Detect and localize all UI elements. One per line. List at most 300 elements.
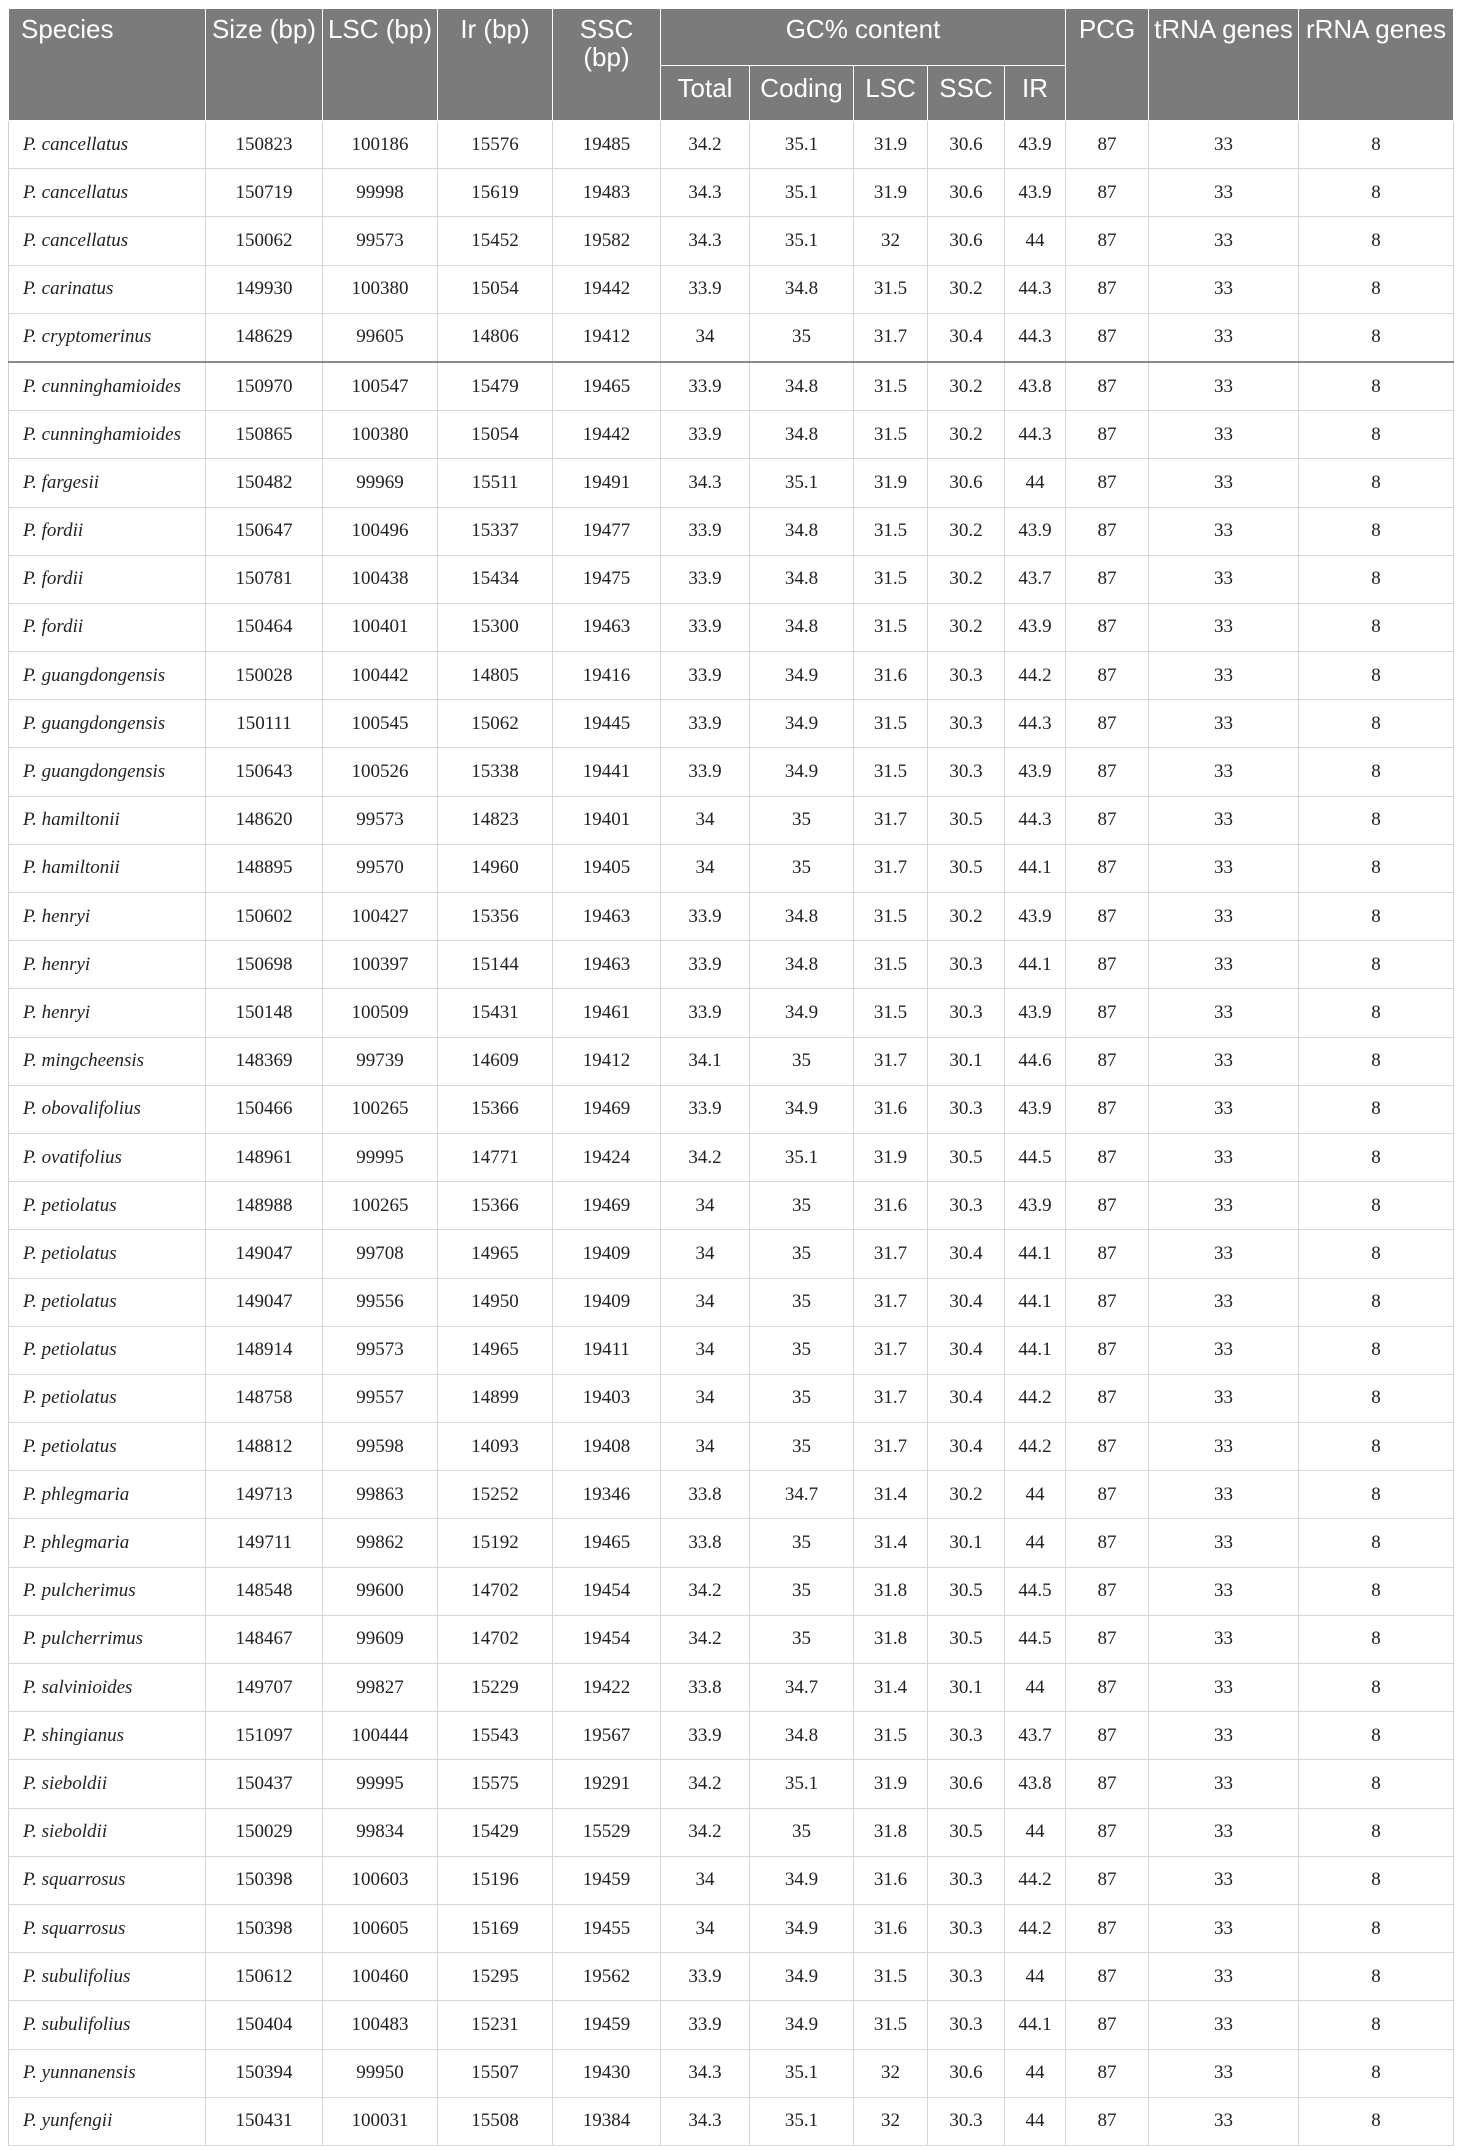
value-cell: 30.3 [928, 748, 1005, 796]
value-cell: 19567 [553, 1712, 661, 1760]
value-cell: 99969 [323, 459, 438, 507]
value-cell: 100509 [323, 989, 438, 1037]
value-cell: 87 [1066, 603, 1149, 651]
species-cell: P. phlegmaria [9, 1519, 206, 1567]
value-cell: 8 [1299, 1953, 1454, 2001]
value-cell: 150482 [206, 459, 323, 507]
table-row [9, 121, 1454, 169]
value-cell: 33.9 [661, 941, 750, 989]
value-cell: 44.3 [1005, 700, 1066, 748]
value-cell: 8 [1299, 1133, 1454, 1181]
value-cell: 31.5 [854, 411, 928, 459]
value-cell: 31.5 [854, 1953, 928, 2001]
value-cell: 44.5 [1005, 1133, 1066, 1181]
table-row [9, 1326, 1454, 1374]
value-cell: 87 [1066, 844, 1149, 892]
value-cell: 33.9 [661, 652, 750, 700]
value-cell: 150464 [206, 603, 323, 651]
value-cell: 19463 [553, 941, 661, 989]
value-cell: 87 [1066, 217, 1149, 265]
value-cell: 8 [1299, 1037, 1454, 1085]
value-cell: 8 [1299, 1856, 1454, 1904]
value-cell: 31.5 [854, 603, 928, 651]
value-cell: 150647 [206, 507, 323, 555]
table-row [9, 941, 1454, 989]
value-cell: 35 [750, 1037, 854, 1085]
value-cell: 30.4 [928, 1278, 1005, 1326]
value-cell: 8 [1299, 362, 1454, 411]
value-cell: 8 [1299, 700, 1454, 748]
value-cell: 15144 [438, 941, 553, 989]
table-row [9, 411, 1454, 459]
value-cell: 35.1 [750, 1760, 854, 1808]
value-cell: 30.2 [928, 362, 1005, 411]
value-cell: 33.9 [661, 603, 750, 651]
value-cell: 19412 [553, 313, 661, 362]
value-cell: 32 [854, 2097, 928, 2145]
value-cell: 19401 [553, 796, 661, 844]
value-cell: 35 [750, 796, 854, 844]
value-cell: 34.7 [750, 1471, 854, 1519]
value-cell: 34.8 [750, 603, 854, 651]
value-cell: 14965 [438, 1230, 553, 1278]
value-cell: 31.9 [854, 169, 928, 217]
value-cell: 8 [1299, 1519, 1454, 1567]
value-cell: 30.3 [928, 2097, 1005, 2145]
value-cell: 19463 [553, 893, 661, 941]
value-cell: 44.1 [1005, 941, 1066, 989]
value-cell: 87 [1066, 362, 1149, 411]
table-container [8, 8, 1453, 2146]
table-body [9, 121, 1454, 2146]
value-cell: 43.8 [1005, 1760, 1066, 1808]
value-cell: 35.1 [750, 217, 854, 265]
value-cell: 30.6 [928, 459, 1005, 507]
species-cell: P. petiolatus [9, 1374, 206, 1422]
value-cell: 34.2 [661, 121, 750, 169]
value-cell: 30.5 [928, 844, 1005, 892]
value-cell: 87 [1066, 411, 1149, 459]
species-cell: P. hamiltonii [9, 844, 206, 892]
value-cell: 150062 [206, 217, 323, 265]
value-cell: 100265 [323, 1182, 438, 1230]
value-cell: 8 [1299, 1664, 1454, 1712]
value-cell: 31.5 [854, 507, 928, 555]
species-cell: P. pulcherrimus [9, 1615, 206, 1663]
value-cell: 34.2 [661, 1808, 750, 1856]
value-cell: 14702 [438, 1615, 553, 1663]
value-cell: 19442 [553, 265, 661, 313]
value-cell: 150398 [206, 1904, 323, 1952]
value-cell: 31.7 [854, 1423, 928, 1471]
value-cell: 34.8 [750, 362, 854, 411]
value-cell: 148758 [206, 1374, 323, 1422]
value-cell: 33 [1149, 1085, 1299, 1133]
value-cell: 34 [661, 1856, 750, 1904]
value-cell: 31.7 [854, 844, 928, 892]
value-cell: 30.2 [928, 555, 1005, 603]
value-cell: 150398 [206, 1856, 323, 1904]
species-cell: P. sieboldii [9, 1808, 206, 1856]
value-cell: 33 [1149, 1471, 1299, 1519]
value-cell: 87 [1066, 313, 1149, 362]
table-row [9, 1615, 1454, 1663]
value-cell: 30.4 [928, 313, 1005, 362]
value-cell: 31.5 [854, 362, 928, 411]
value-cell: 100605 [323, 1904, 438, 1952]
value-cell: 99573 [323, 217, 438, 265]
value-cell: 30.1 [928, 1519, 1005, 1567]
table-row [9, 844, 1454, 892]
value-cell: 8 [1299, 652, 1454, 700]
value-cell: 32 [854, 217, 928, 265]
value-cell: 33.9 [661, 700, 750, 748]
species-cell: P. cunninghamioides [9, 362, 206, 411]
value-cell: 150698 [206, 941, 323, 989]
value-cell: 33 [1149, 555, 1299, 603]
value-cell: 35 [750, 1615, 854, 1663]
value-cell: 19405 [553, 844, 661, 892]
value-cell: 43.9 [1005, 169, 1066, 217]
value-cell: 149713 [206, 1471, 323, 1519]
value-cell: 44.1 [1005, 1326, 1066, 1374]
value-cell: 35.1 [750, 169, 854, 217]
value-cell: 31.5 [854, 265, 928, 313]
value-cell: 19485 [553, 121, 661, 169]
value-cell: 34.9 [750, 1856, 854, 1904]
value-cell: 150394 [206, 2049, 323, 2097]
value-cell: 8 [1299, 1712, 1454, 1760]
value-cell: 87 [1066, 2097, 1149, 2145]
value-cell: 31.7 [854, 796, 928, 844]
value-cell: 44.1 [1005, 1278, 1066, 1326]
value-cell: 8 [1299, 1904, 1454, 1952]
value-cell: 34.9 [750, 748, 854, 796]
value-cell: 31.7 [854, 313, 928, 362]
value-cell: 44.5 [1005, 1615, 1066, 1663]
value-cell: 19469 [553, 1085, 661, 1133]
value-cell: 31.7 [854, 1278, 928, 1326]
value-cell: 150823 [206, 121, 323, 169]
value-cell: 19455 [553, 1904, 661, 1952]
value-cell: 100547 [323, 362, 438, 411]
value-cell: 15338 [438, 748, 553, 796]
species-cell: P. yunnanensis [9, 2049, 206, 2097]
value-cell: 15508 [438, 2097, 553, 2145]
value-cell: 8 [1299, 1615, 1454, 1663]
value-cell: 31.7 [854, 1037, 928, 1085]
value-cell: 8 [1299, 265, 1454, 313]
value-cell: 31.9 [854, 459, 928, 507]
value-cell: 34.3 [661, 169, 750, 217]
value-cell: 33 [1149, 362, 1299, 411]
value-cell: 19346 [553, 1471, 661, 1519]
table-row [9, 169, 1454, 217]
value-cell: 44 [1005, 1808, 1066, 1856]
value-cell: 33 [1149, 1615, 1299, 1663]
value-cell: 30.4 [928, 1374, 1005, 1422]
species-cell: P. squarrosus [9, 1856, 206, 1904]
value-cell: 87 [1066, 1037, 1149, 1085]
value-cell: 19562 [553, 1953, 661, 2001]
value-cell: 34 [661, 1182, 750, 1230]
value-cell: 99573 [323, 1326, 438, 1374]
value-cell: 35.1 [750, 2097, 854, 2145]
value-cell: 34 [661, 1230, 750, 1278]
value-cell: 33 [1149, 893, 1299, 941]
value-cell: 87 [1066, 121, 1149, 169]
value-cell: 30.2 [928, 265, 1005, 313]
value-cell: 149930 [206, 265, 323, 313]
value-cell: 87 [1066, 2001, 1149, 2049]
value-cell: 87 [1066, 748, 1149, 796]
value-cell: 87 [1066, 1904, 1149, 1952]
value-cell: 34.9 [750, 989, 854, 1037]
value-cell: 99863 [323, 1471, 438, 1519]
value-cell: 31.5 [854, 893, 928, 941]
value-cell: 31.5 [854, 700, 928, 748]
value-cell: 14805 [438, 652, 553, 700]
value-cell: 8 [1299, 1567, 1454, 1615]
header-gc-lsc: LSC [854, 66, 928, 121]
value-cell: 44 [1005, 2097, 1066, 2145]
value-cell: 15356 [438, 893, 553, 941]
value-cell: 33.9 [661, 411, 750, 459]
value-cell: 87 [1066, 893, 1149, 941]
value-cell: 35 [750, 1423, 854, 1471]
value-cell: 33 [1149, 313, 1299, 362]
value-cell: 34.8 [750, 941, 854, 989]
value-cell: 19409 [553, 1278, 661, 1326]
value-cell: 15054 [438, 265, 553, 313]
value-cell: 30.6 [928, 169, 1005, 217]
value-cell: 87 [1066, 1374, 1149, 1422]
value-cell: 100427 [323, 893, 438, 941]
species-cell: P. fordii [9, 507, 206, 555]
species-cell: P. ovatifolius [9, 1133, 206, 1181]
value-cell: 33.9 [661, 2001, 750, 2049]
value-cell: 87 [1066, 459, 1149, 507]
value-cell: 35.1 [750, 2049, 854, 2097]
value-cell: 33.9 [661, 1953, 750, 2001]
value-cell: 87 [1066, 1423, 1149, 1471]
value-cell: 8 [1299, 1182, 1454, 1230]
value-cell: 8 [1299, 1230, 1454, 1278]
value-cell: 43.9 [1005, 1085, 1066, 1133]
value-cell: 8 [1299, 941, 1454, 989]
value-cell: 148812 [206, 1423, 323, 1471]
value-cell: 8 [1299, 2097, 1454, 2145]
value-cell: 99827 [323, 1664, 438, 1712]
value-cell: 34.3 [661, 2049, 750, 2097]
value-cell: 30.3 [928, 1904, 1005, 1952]
value-cell: 150466 [206, 1085, 323, 1133]
species-cell: P. phlegmaria [9, 1471, 206, 1519]
value-cell: 8 [1299, 555, 1454, 603]
value-cell: 30.3 [928, 2001, 1005, 2049]
value-cell: 15529 [553, 1808, 661, 1856]
value-cell: 33.9 [661, 507, 750, 555]
value-cell: 19483 [553, 169, 661, 217]
value-cell: 33 [1149, 941, 1299, 989]
value-cell: 33 [1149, 217, 1299, 265]
table-row [9, 1953, 1454, 2001]
value-cell: 19430 [553, 2049, 661, 2097]
value-cell: 33 [1149, 603, 1299, 651]
header-trna: tRNA genes [1149, 9, 1299, 121]
value-cell: 100031 [323, 2097, 438, 2145]
value-cell: 99739 [323, 1037, 438, 1085]
value-cell: 31.4 [854, 1519, 928, 1567]
value-cell: 14899 [438, 1374, 553, 1422]
value-cell: 34.7 [750, 1664, 854, 1712]
value-cell: 8 [1299, 1471, 1454, 1519]
table-row [9, 313, 1454, 362]
species-cell: P. fordii [9, 555, 206, 603]
value-cell: 87 [1066, 796, 1149, 844]
value-cell: 33.9 [661, 989, 750, 1037]
value-cell: 15366 [438, 1182, 553, 1230]
value-cell: 150865 [206, 411, 323, 459]
value-cell: 100442 [323, 652, 438, 700]
value-cell: 33 [1149, 265, 1299, 313]
value-cell: 31.6 [854, 1182, 928, 1230]
species-cell: P. squarrosus [9, 1904, 206, 1952]
value-cell: 87 [1066, 555, 1149, 603]
value-cell: 43.9 [1005, 989, 1066, 1037]
value-cell: 99708 [323, 1230, 438, 1278]
value-cell: 31.4 [854, 1471, 928, 1519]
value-cell: 33.8 [661, 1664, 750, 1712]
species-cell: P. cancellatus [9, 169, 206, 217]
value-cell: 43.7 [1005, 555, 1066, 603]
value-cell: 30.3 [928, 941, 1005, 989]
table-row [9, 2001, 1454, 2049]
header-ir: Ir (bp) [438, 9, 553, 121]
value-cell: 30.4 [928, 1230, 1005, 1278]
value-cell: 33 [1149, 1904, 1299, 1952]
table-row [9, 1423, 1454, 1471]
value-cell: 44.1 [1005, 2001, 1066, 2049]
species-cell: P. henryi [9, 941, 206, 989]
value-cell: 149707 [206, 1664, 323, 1712]
value-cell: 34 [661, 1374, 750, 1422]
value-cell: 8 [1299, 1808, 1454, 1856]
value-cell: 8 [1299, 411, 1454, 459]
value-cell: 150612 [206, 1953, 323, 2001]
value-cell: 43.7 [1005, 1712, 1066, 1760]
table-row [9, 1664, 1454, 1712]
table-row [9, 265, 1454, 313]
table-row [9, 1471, 1454, 1519]
value-cell: 33 [1149, 1664, 1299, 1712]
value-cell: 100483 [323, 2001, 438, 2049]
value-cell: 44 [1005, 1953, 1066, 2001]
value-cell: 19459 [553, 2001, 661, 2049]
table-row [9, 217, 1454, 265]
value-cell: 8 [1299, 893, 1454, 941]
table-row [9, 700, 1454, 748]
value-cell: 99995 [323, 1760, 438, 1808]
value-cell: 15507 [438, 2049, 553, 2097]
value-cell: 33.9 [661, 1085, 750, 1133]
value-cell: 8 [1299, 748, 1454, 796]
header-gc-ssc: SSC [928, 66, 1005, 121]
value-cell: 43.8 [1005, 362, 1066, 411]
value-cell: 14823 [438, 796, 553, 844]
value-cell: 44.2 [1005, 1904, 1066, 1952]
value-cell: 43.9 [1005, 1182, 1066, 1230]
value-cell: 30.2 [928, 1471, 1005, 1519]
header-gc-ir: IR [1005, 66, 1066, 121]
value-cell: 44.3 [1005, 313, 1066, 362]
value-cell: 31.8 [854, 1615, 928, 1663]
value-cell: 8 [1299, 844, 1454, 892]
value-cell: 15054 [438, 411, 553, 459]
value-cell: 30.6 [928, 217, 1005, 265]
value-cell: 100526 [323, 748, 438, 796]
species-cell: P. guangdongensis [9, 700, 206, 748]
value-cell: 33 [1149, 1278, 1299, 1326]
value-cell: 19403 [553, 1374, 661, 1422]
value-cell: 100265 [323, 1085, 438, 1133]
value-cell: 30.6 [928, 1760, 1005, 1808]
value-cell: 19445 [553, 700, 661, 748]
value-cell: 33 [1149, 2097, 1299, 2145]
value-cell: 19408 [553, 1423, 661, 1471]
value-cell: 100496 [323, 507, 438, 555]
header-species: Species [9, 9, 206, 121]
value-cell: 100545 [323, 700, 438, 748]
value-cell: 44.2 [1005, 652, 1066, 700]
value-cell: 19465 [553, 362, 661, 411]
value-cell: 19469 [553, 1182, 661, 1230]
table-row [9, 1085, 1454, 1133]
species-cell: P. petiolatus [9, 1278, 206, 1326]
value-cell: 31.5 [854, 555, 928, 603]
value-cell: 34.9 [750, 1085, 854, 1133]
value-cell: 19291 [553, 1760, 661, 1808]
species-cell: P. cancellatus [9, 121, 206, 169]
value-cell: 87 [1066, 1760, 1149, 1808]
value-cell: 34 [661, 1326, 750, 1374]
value-cell: 33 [1149, 1856, 1299, 1904]
value-cell: 148629 [206, 313, 323, 362]
species-cell: P. sieboldii [9, 1760, 206, 1808]
value-cell: 31.6 [854, 652, 928, 700]
value-cell: 31.7 [854, 1374, 928, 1422]
value-cell: 44.3 [1005, 796, 1066, 844]
value-cell: 43.9 [1005, 748, 1066, 796]
value-cell: 8 [1299, 313, 1454, 362]
value-cell: 31.8 [854, 1808, 928, 1856]
value-cell: 87 [1066, 1182, 1149, 1230]
value-cell: 14960 [438, 844, 553, 892]
value-cell: 35 [750, 313, 854, 362]
value-cell: 150111 [206, 700, 323, 748]
species-cell: P. yunfengii [9, 2097, 206, 2145]
species-cell: P. cryptomerinus [9, 313, 206, 362]
value-cell: 31.9 [854, 1133, 928, 1181]
species-cell: P. henryi [9, 989, 206, 1037]
species-cell: P. salvinioides [9, 1664, 206, 1712]
value-cell: 35 [750, 1326, 854, 1374]
value-cell: 43.9 [1005, 603, 1066, 651]
value-cell: 100460 [323, 1953, 438, 2001]
value-cell: 33 [1149, 1230, 1299, 1278]
value-cell: 15576 [438, 121, 553, 169]
value-cell: 32 [854, 2049, 928, 2097]
